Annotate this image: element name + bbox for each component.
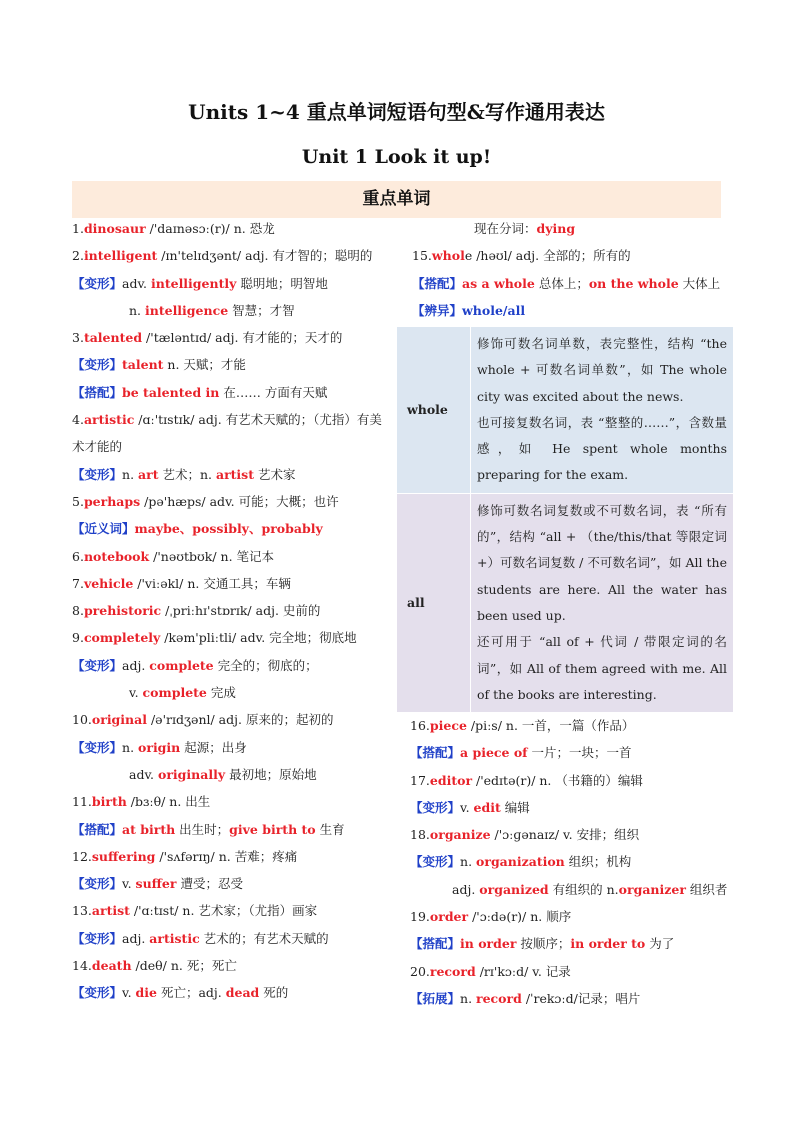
entry-17: 17.editor /'edɪtə(r)/ n. （书籍的）编辑 [410, 772, 643, 788]
row-key-all: all [397, 493, 471, 712]
entry-7: 7.vehicle /'viːəkl/ n. 交通工具；车辆 [72, 575, 291, 591]
entry-9-forms: 【变形】adj. complete 完全的；彻底的； [72, 657, 318, 673]
tag-label: 【变形】 [72, 466, 123, 482]
entry-6: 6.notebook /'nəʊtbʊk/ n. 笔记本 [72, 548, 275, 564]
entry-16-collocation: 【搭配】a piece of 一片；一块；一首 [410, 745, 632, 761]
entry-14-forms: 【变形】v. die 死亡；adj. dead 死的 [72, 985, 289, 1001]
entry-2-forms: 【变形】adv. intelligently 聪明地；明智地 [72, 275, 328, 291]
headword: record [429, 963, 476, 979]
headword: vehicle [83, 575, 134, 591]
entry-13: 13.artist /'ɑːtɪst/ n. 艺术家；（尤指）画家 [72, 903, 318, 919]
left-column [72, 215, 394, 1007]
entry-4: 4.artistic /ɑː'tɪstɪk/ adj. 有艺术天赋的；（尤指）有美术才能的 [72, 412, 382, 455]
tag-label: 【变形】 [410, 854, 461, 870]
right-column-lower [410, 712, 732, 1012]
tag-label: 【变形】 [72, 657, 123, 673]
entry-3: 3.talented /'tæləntɪd/ adj. 有才能的；天才的 [72, 330, 343, 346]
tag-label: 【辨异】 [412, 302, 463, 318]
table-row [397, 327, 734, 494]
entry-19: 19.order /'ɔːdə(r)/ n. 顺序 [410, 909, 572, 925]
right-column [412, 215, 734, 324]
tag-label: 【变形】 [72, 357, 123, 373]
headword: perhaps [83, 493, 141, 509]
tag-label: 【变形】 [72, 739, 123, 755]
entry-9: 9.completely /kəm'pliːtli/ adv. 完全地；彻底地 [72, 630, 357, 646]
tag-label: 【拓展】 [410, 990, 461, 1006]
row-value-all: 修饰可数名词复数或不可数名词，表 “所有的”，结构 “all + （the/this/that 等限定词 +）可数名词复数 / 不可数名词”，如 All the students are here. All the water has been used up. 还可用于 “all of + 代词 / 带限定词的名词”，如 All of them agreed with me. All of the books are interesting. [471, 493, 734, 712]
entry-2: 2.intelligent /ɪn'telɪdʒənt/ adj. 有才智的；聪明的 [72, 248, 373, 264]
entry-5: 5.perhaps /pə'hæps/ adv. 可能；大概；也许 [72, 493, 339, 509]
entry-10-forms-2: adv. originally 最初地；原始地 [129, 766, 317, 782]
headword: artist [91, 903, 130, 919]
unit-title: Unit 1 Look it up! [301, 146, 492, 168]
tag-label: 【变形】 [410, 799, 461, 815]
tag-label: 【搭配】 [72, 821, 123, 837]
entry-18-forms: 【变形】n. organization 组织；机构 [410, 854, 632, 870]
headword: birth [91, 794, 127, 810]
tag-label: 【搭配】 [412, 275, 463, 291]
entry-16: 16.piece /piːs/ n. 一首，一篇（作品） [410, 718, 635, 733]
comparison-table [396, 326, 734, 713]
entry-9-forms-2: v. complete 完成 [129, 685, 236, 701]
entry-19-collocation: 【搭配】in order 按顺序；in order to 为了 [410, 936, 675, 952]
entry-3-collocation: 【搭配】be talented in 在…… 方面有天赋 [72, 384, 328, 400]
entry-2-forms-2: n. intelligence 智慧；才智 [129, 302, 295, 318]
row-value-whole: 修饰可数名词单数，表完整性，结构 “the whole + 可数名词单数”，如 The whole city was excited about the news. 也可接复数名词，表 “整整的……”，含数量感，如 He spent whole months preparing for the exam. [471, 327, 734, 494]
headword: death [91, 958, 132, 974]
headword: prehistoric [83, 603, 162, 619]
entry-17-forms: 【变形】v. edit 编辑 [410, 799, 530, 815]
tag-label: 【搭配】 [410, 936, 461, 952]
entry-4-forms: 【变形】n. art 艺术；n. artist 艺术家 [72, 466, 296, 482]
tag-label: 【搭配】 [410, 745, 461, 761]
section-header: 重点单词 [72, 181, 721, 218]
tag-label: 【变形】 [72, 985, 123, 1001]
headword: suffering [91, 848, 156, 864]
entry-15-distinction: 【辨异】whole/all [412, 302, 526, 318]
table-row [397, 493, 734, 712]
entry-3-forms: 【变形】talent n. 天赋；才能 [72, 357, 246, 373]
entry-8: 8.prehistoric /ˌpriːhɪ'stɒrɪk/ adj. 史前的 [72, 603, 321, 619]
headword: original [91, 712, 147, 728]
entry-12-forms: 【变形】v. suffer 遭受；忍受 [72, 876, 243, 892]
entry-5-synonyms: 【近义词】maybe、possibly、probably [72, 521, 323, 537]
entry-11-collocation: 【搭配】at birth 出生时；give birth to 生育 [72, 821, 345, 837]
page-title: Units 1~4 重点单词短语句型&写作通用表达 [188, 100, 605, 124]
headword: editor [429, 772, 473, 788]
tag-label: 【搭配】 [72, 384, 123, 400]
tag-label: 【近义词】 [72, 521, 135, 537]
headword: organize [429, 827, 491, 843]
headword: intelligent [83, 248, 158, 264]
entry-13-forms: 【变形】adj. artistic 艺术的；有艺术天赋的 [72, 930, 329, 946]
entry-20-extension: 【拓展】n. record /ˈrekɔːd/记录；唱片 [410, 990, 641, 1006]
headword: order [429, 909, 469, 925]
entry-20: 20.record /rɪ'kɔːd/ v. 记录 [410, 963, 571, 979]
tag-label: 【变形】 [72, 275, 123, 291]
entry-11: 11.birth /bɜːθ/ n. 出生 [72, 794, 211, 810]
headword: artistic [83, 412, 135, 428]
entry-18-forms-2: adj. organized 有组织的 n.organizer 组织者 [452, 881, 728, 897]
row-key-whole: whole [397, 327, 471, 494]
entry-15: 15.whole /həʊl/ adj. 全部的；所有的 [412, 248, 631, 264]
headword: notebook [83, 548, 150, 564]
entry-12: 12.suffering /'sʌfərɪŋ/ n. 苦难；疼痛 [72, 848, 298, 864]
headword: piece [429, 718, 467, 733]
entry-14-continued: 现在分词：dying [474, 221, 576, 236]
entry-14: 14.death /deθ/ n. 死；死亡 [72, 958, 237, 974]
headword: dinosaur [83, 221, 146, 236]
entry-18: 18.organize /'ɔːɡənaɪz/ v. 安排；组织 [410, 827, 640, 843]
entry-1: 1.dinosaur /'daɪnəsɔː(r)/ n. 恐龙 [72, 221, 275, 236]
headword: completely [83, 630, 161, 646]
entry-10-forms: 【变形】n. origin 起源；出身 [72, 739, 247, 755]
tag-label: 【变形】 [72, 930, 123, 946]
headword: talented [83, 330, 143, 346]
headword: whol [431, 248, 465, 264]
tag-label: 【变形】 [72, 876, 123, 892]
entry-15-collocation: 【搭配】as a whole 总体上；on the whole 大体上 [412, 275, 721, 291]
entry-10: 10.original /ə'rɪdʒənl/ adj. 原来的；起初的 [72, 712, 334, 728]
